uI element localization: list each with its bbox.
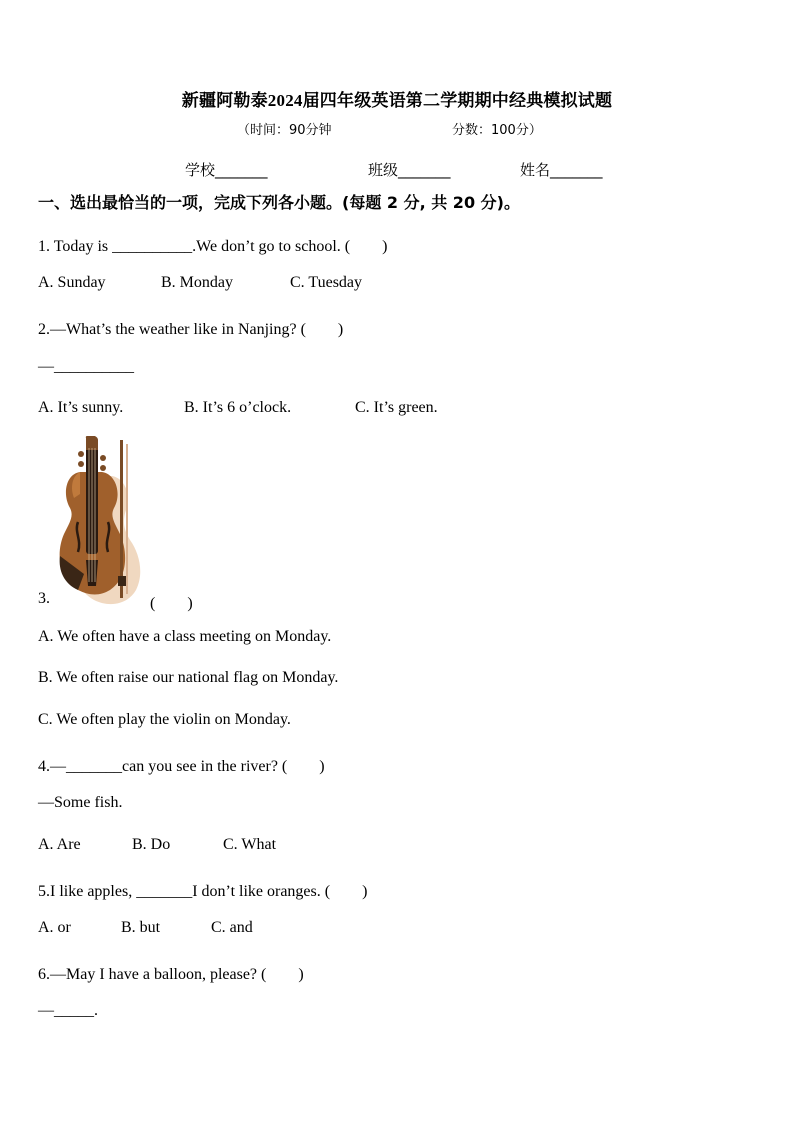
- question-2-option-c[interactable]: C. It’s green.: [355, 399, 438, 416]
- question-2-stem: 2.—What’s the weather like in Nanjing? ( ): [38, 321, 344, 338]
- question-2-option-b[interactable]: B. It’s 6 o’clock.: [184, 399, 292, 416]
- question-1-option-a[interactable]: A. Sunday: [38, 274, 106, 291]
- question-6-stem: 6.—May I have a balloon, please? ( ): [38, 966, 304, 983]
- question-4-option-a[interactable]: A. Are: [38, 836, 81, 853]
- question-5-option-c[interactable]: C. and: [211, 919, 253, 936]
- question-1-option-c[interactable]: C. Tuesday: [290, 274, 363, 291]
- school-field[interactable]: 学校_______: [185, 161, 268, 179]
- question-1-stem: 1. Today is __________.We don’t go to school. ( ): [38, 238, 388, 255]
- question-2-answer-blank: —__________: [38, 358, 134, 375]
- exam-score: 分数：100分）: [452, 123, 542, 138]
- question-3-answer-paren: ( ): [150, 595, 193, 612]
- question-3-option-b[interactable]: B. We often raise our national flag on Monday.: [38, 669, 339, 686]
- exam-time: （时间：90分钟: [237, 123, 332, 138]
- question-5-stem: 5.I like apples, _______I don’t like oranges. ( ): [38, 883, 368, 900]
- question-4-option-b[interactable]: B. Do: [132, 836, 171, 853]
- violin-icon: [50, 436, 146, 608]
- question-5-option-a[interactable]: A. or: [38, 919, 71, 936]
- question-3-number: 3.: [38, 590, 50, 607]
- question-5-option-b[interactable]: B. but: [121, 919, 161, 936]
- page-title: 新疆阿勒泰2024届四年级英语第二学期期中经典模拟试题: [181, 91, 613, 110]
- section-heading: 一、选出最恰当的一项，完成下列各小题。(每题 2 分, 共 20 分)。: [38, 193, 520, 212]
- class-field[interactable]: 班级_______: [368, 161, 451, 179]
- question-2-option-a[interactable]: A. It’s sunny.: [38, 399, 124, 416]
- question-4-option-c[interactable]: C. What: [223, 836, 277, 853]
- question-1-option-b[interactable]: B. Monday: [161, 274, 233, 291]
- name-field[interactable]: 姓名_______: [520, 161, 603, 179]
- question-3-option-c[interactable]: C. We often play the violin on Monday.: [38, 711, 291, 728]
- question-3-option-a[interactable]: A. We often have a class meeting on Monday.: [38, 628, 332, 645]
- question-6-answer-blank: —_____.: [38, 1002, 98, 1019]
- question-4-answer: —Some fish.: [38, 794, 123, 811]
- question-4-stem: 4.—_______can you see in the river? ( ): [38, 758, 325, 775]
